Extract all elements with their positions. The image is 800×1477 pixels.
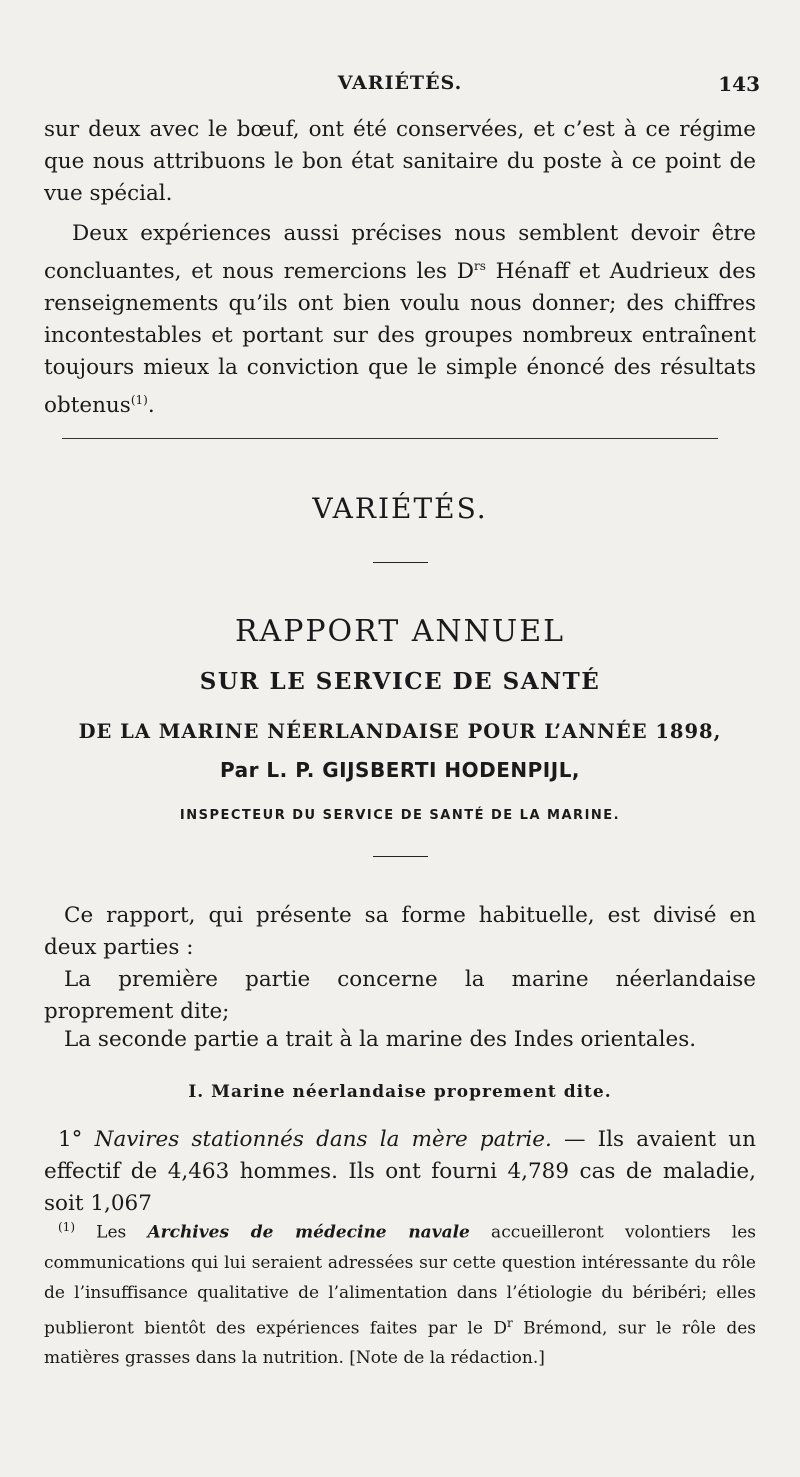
text-span: Brémond, sur le rôle des matières grasses dans la nutrition. [Note de la rédaction.]	[44, 1318, 756, 1369]
paragraph-conclusion	[44, 218, 756, 422]
paragraph-intro: Ce rapport, qui présente sa forme habituelle, est divisé en deux parties :	[44, 903, 756, 960]
journal-title: Archives de médecine navale	[147, 1222, 470, 1243]
superscript: r	[506, 1315, 513, 1330]
section-divider	[62, 438, 718, 439]
footnote	[44, 1212, 756, 1373]
paragraph-part-one: La première partie concerne la marine néerlandaise proprement dite;	[44, 967, 756, 1024]
paragraph-part-two: La seconde partie a trait à la marine des Indes orientales.	[64, 1027, 697, 1052]
running-title: VARIÉTÉS.	[337, 72, 463, 94]
footnote-marker: (1)	[58, 1220, 75, 1234]
item-number: 1°	[58, 1127, 83, 1152]
section-title: VARIÉTÉS.	[312, 492, 488, 525]
article-subtitle: SUR LE SERVICE DE SANTÉ	[199, 668, 601, 695]
item-title: Navires stationnés dans la mère patrie.	[94, 1127, 552, 1152]
short-rule	[373, 562, 428, 563]
text-span: Les	[75, 1222, 148, 1243]
article-author: Par L. P. GIJSBERTI HODENPIJL,	[219, 758, 581, 782]
footnote-reference: (1)	[130, 393, 148, 408]
paragraph-continuation: sur deux avec le bœuf, ont été conservées, et c’est à ce régime que nous attribuons le bon état sanitaire du poste à ce point de vue spécial.	[44, 117, 756, 206]
item-text: — Ils avaient un effectif de 4,463 hommes. Ils ont fourni 4,789 cas de maladie, soit 1,067	[44, 1127, 756, 1216]
article-subtitle-2: DE LA MARINE NÉERLANDAISE POUR L’ANNÉE 1898,	[78, 720, 722, 743]
paragraph-item	[44, 1124, 756, 1220]
text-span: Hénaff et Audrieux des renseignements qu’ils ont bien voulu nous donner; des chiffres incontestables et portant sur des groupes nombreux entraînent toujours mieux la conviction que le simple énoncé des résultats obtenus	[44, 259, 757, 419]
page-number: 143	[718, 72, 760, 96]
superscript: rs	[474, 259, 486, 273]
short-rule	[373, 856, 428, 857]
author-title: INSPECTEUR DU SERVICE DE SANTÉ DE LA MARINE.	[179, 808, 621, 823]
text-span: Deux expériences aussi précises nous semblent devoir être concluantes, et nous remercions les D	[44, 221, 756, 285]
text-span: accueilleront volontiers les communications qui lui seraient adressées sur cette question intéressante du rôle de l’insuffisance qualitative de l’alimentation dans l’étiologie du béribéri; elles publieront bientôt des expériences faites par le D	[44, 1222, 756, 1339]
text-span: .	[147, 393, 155, 419]
article-title: RAPPORT ANNUEL	[234, 614, 566, 649]
page-header	[40, 72, 760, 102]
section-heading: I. Marine néerlandaise proprement dite.	[188, 1082, 612, 1102]
